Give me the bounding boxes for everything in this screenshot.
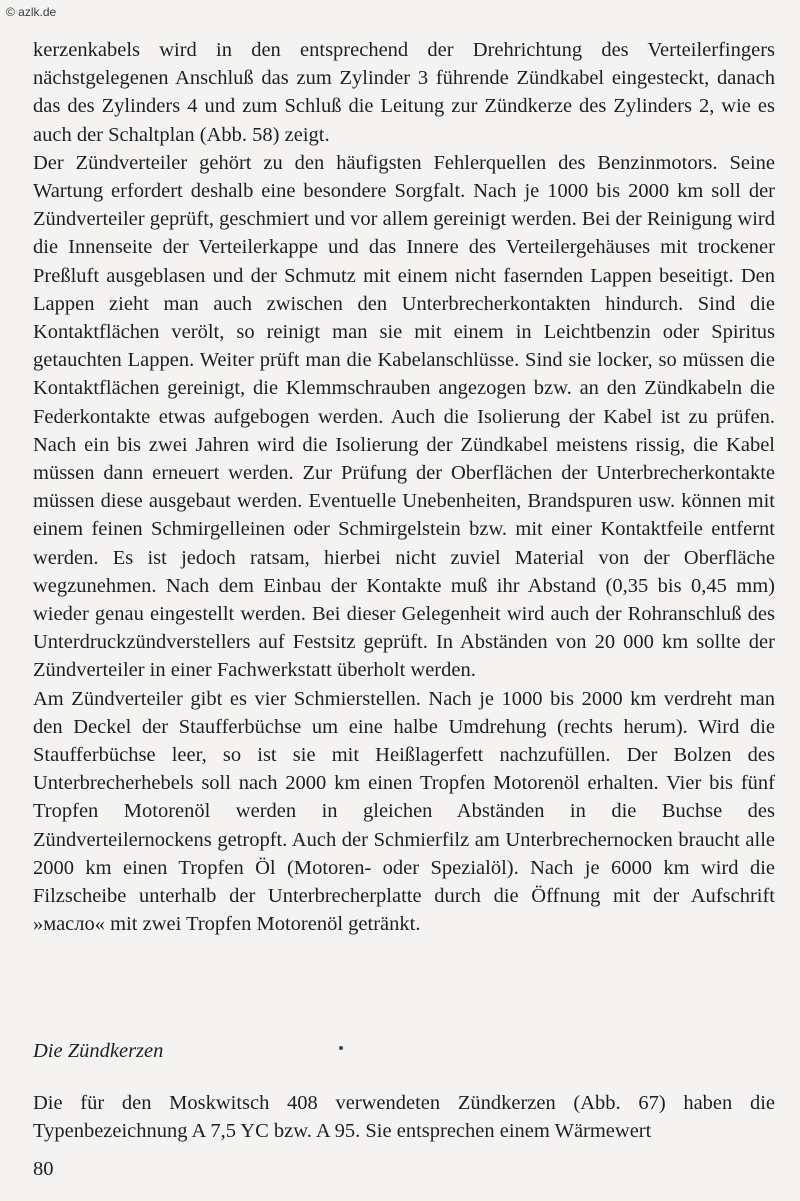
paragraph-spark-plugs: Die für den Moskwitsch 408 verwendeten Zündkerzen (Abb. 67) haben die Typenbezeichnung A 7,5 YC bzw. A 95. Sie entsprechen einem Wärmewert bbox=[33, 1092, 775, 1143]
section-heading: Die Zündkerzen bbox=[33, 1040, 164, 1062]
print-speck bbox=[339, 1046, 343, 1050]
paragraph-lubrication-points: Am Zündverteiler gibt es vier Schmierstellen. Nach je 1000 bis 2000 km verdreht man den Deckel der Staufferbüchse um eine halbe Umdrehung (rechts herum). Wird die Staufferbüchse leer, so ist sie mit Heißlagerfett nachzufüllen. Der Bolzen des Unterbrecherhebels soll nach 2000 km einen Tropfen Motorenöl erhalten. Vier bis fünf Tropfen Motorenöl werden in gleichen Abständen in die Buchse des Zündverteilernockens getropft. Auch der Schmierfilz am Unterbrechernocken braucht alle 2000 km einen Tropfen Öl (Motoren- oder Spezialöl). Nach je 6000 km wird die Filzscheibe unterhalb der Unterbrecherplatte durch die Öffnung mit der Aufschrift »масло« mit zwei Tropfen Motorenöl getränkt. bbox=[33, 687, 775, 936]
section-body bbox=[33, 1089, 775, 1145]
page-number: 80 bbox=[33, 1158, 54, 1180]
body-text bbox=[33, 36, 775, 939]
watermark: © azlk.de bbox=[6, 5, 57, 19]
paragraph-ignition-cable-order: kerzenkabels wird in den entsprechend der Drehrichtung des Verteilerfingers nächstgelegenen Anschluß das zum Zylinder 3 führende Zündkabel eingesteckt, danach das des Zylinders 4 und zum Schluß die Leitung zur Zündkerze des Zylinders 2, wie es auch der Schaltplan (Abb. 58) zeigt. bbox=[33, 39, 775, 146]
paragraph-distributor-maintenance: Der Zündverteiler gehört zu den häufigsten Fehlerquellen des Benzinmotors. Seine Wartung erfordert deshalb eine besondere Sorgfalt. Nach je 1000 bis 2000 km soll der Zündverteiler geprüft, geschmiert und vor allem gereinigt werden. Bei der Reinigung wird die Innenseite der Verteilerkappe und das Innere des Verteilergehäuses mit trockener Preßluft ausgeblasen und der Schmutz mit einem nicht fasernden Lappen beseitigt. Den Lappen zieht man auch zwischen den Unterbrecherkontakten hindurch. Sind die Kontaktflächen verölt, so reinigt man sie mit einem in Leichtbenzin oder Spiritus getauchten Lappen. Weiter prüft man die Kabelanschlüsse. Sind sie locker, so müssen die Kontaktflächen gereinigt, die Klemmschrauben angezogen bzw. an den Zündkabeln die Federkontakte etwas aufgebogen werden. Auch die Isolierung der Kabel ist zu prüfen. Nach ein bis zwei Jahren wird die Isolierung der Zündkabel meistens rissig, die Kabel müssen dann erneuert werden. Zur Prüfung der Oberflächen der Unterbrecherkontakte müssen diese ausgebaut werden. Eventuelle Unebenheiten, Brandspuren usw. können mit einem feinen Schmirgelleinen oder Schmirgelstein bzw. mit einer Kontaktfeile entfernt werden. Es ist jedoch ratsam, hierbei nicht zuviel Material von der Oberfläche wegzunehmen. Nach dem Einbau der Kontakte muß ihr Abstand (0,35 bis 0,45 mm) wieder genau eingestellt werden. Bei dieser Gelegenheit wird auch der Rohranschluß des Unterdruckzündverstellers auf Festsitz geprüft. In Abständen von 20 000 km sollte der Zündverteiler in einer Fachwerkstatt überholt werden. bbox=[33, 151, 775, 682]
